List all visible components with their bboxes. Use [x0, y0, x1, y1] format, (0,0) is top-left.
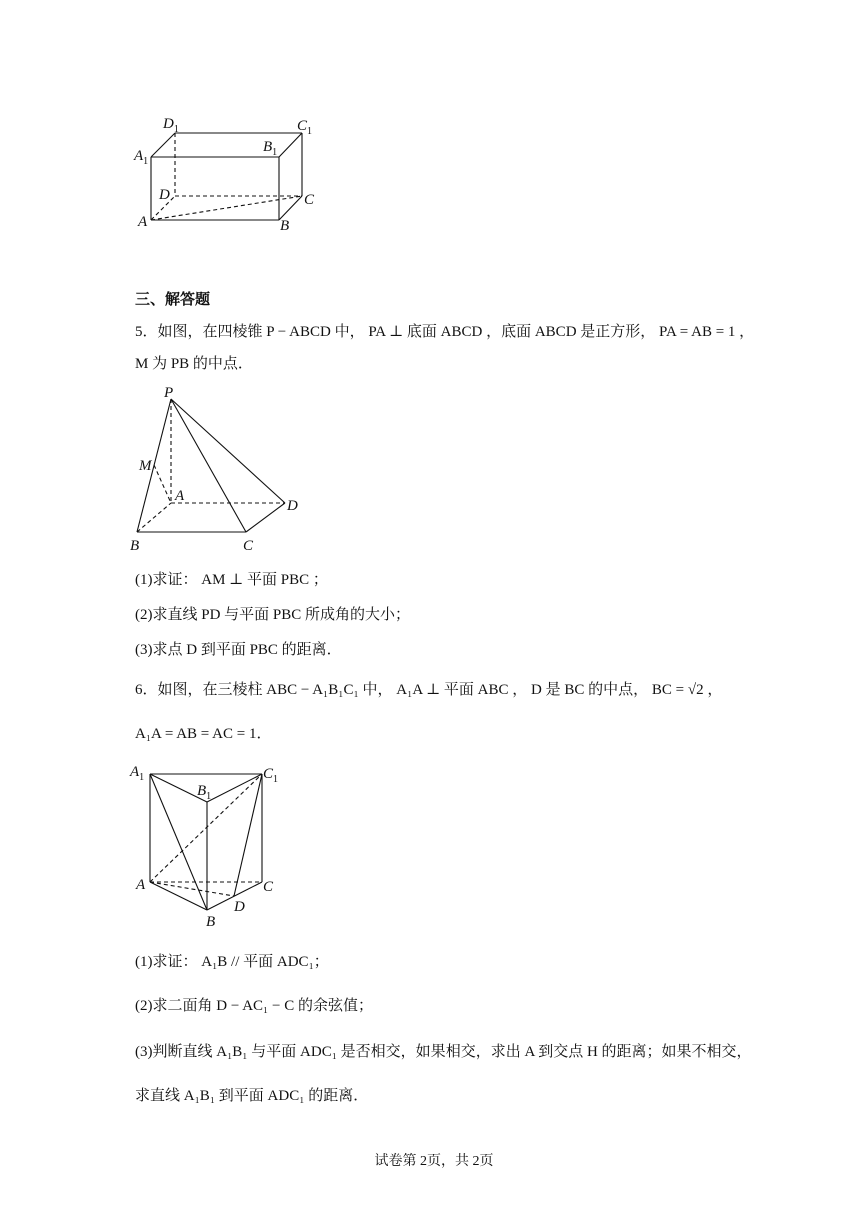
label-C: C [304, 192, 315, 208]
q5-part2: (2)求直线 PD 与平面 PBC 所成角的大小； [135, 607, 411, 623]
label-A1: $A_1$ [134, 148, 149, 167]
q6-part3-line2: 求直线 A₁B₁ 到平面 ADC₁ 的距离． [135, 1088, 369, 1104]
label-B1: $B_1$ [197, 783, 212, 802]
page-footer: 试卷第 2页，共 2页 [374, 1154, 494, 1169]
label-P: P [164, 385, 174, 401]
q6-stem-line1: 6．如图，在三棱柱 ABC − A₁B₁C₁ 中， A₁A ⊥ 平面 ABC ， D 是 BC 的中点， BC = √2 ， [135, 682, 723, 698]
q5-stem-line2: M 为 PB 的中点． [135, 356, 253, 372]
label-B1: $B_1$ [263, 139, 278, 158]
edge-B1C1 [207, 774, 262, 802]
section-title: 三、解答题 [135, 291, 211, 308]
label-M: M [139, 458, 152, 474]
label-C: C [243, 538, 254, 554]
label-A1: $A_1$ [130, 764, 145, 783]
segment-C1D [234, 774, 262, 896]
label-C1: $C_1$ [297, 118, 313, 137]
segment-AD-hidden [150, 882, 234, 896]
label-C1: $C_1$ [263, 766, 279, 785]
label-D: D [287, 498, 298, 514]
label-A: A [175, 488, 185, 504]
label-D: D [234, 899, 245, 915]
q6-part1: (1)求证： A₁B // 平面 ADC₁； [135, 954, 329, 970]
label-D: D [159, 187, 170, 203]
label-A: A [138, 214, 148, 230]
label-D1: $D_1$ [163, 116, 179, 135]
label-B: B [280, 218, 290, 234]
q5-part3: (3)求点 D 到平面 PBC 的距离． [135, 642, 342, 658]
q6-part3-line1: (3)判断直线 A₁B₁ 与平面 ADC₁ 是否相交，如果相交，求出 A 到交点 H 的距离；如果不相交， [135, 1044, 752, 1060]
label-A: A [136, 877, 146, 893]
q5-stem-line1: 5．如图，在四棱锥 P − ABCD 中， PA ⊥ 底面 ABCD ，底面 ABCD 是正方形， PA = AB = 1 ， [135, 324, 755, 340]
label-B: B [130, 538, 140, 554]
q5-part1: (1)求证： AM ⊥ 平面 PBC ； [135, 572, 328, 588]
q6-part2: (2)求二面角 D − AC₁ − C 的余弦值； [135, 998, 373, 1014]
label-C: C [263, 879, 274, 895]
label-B: B [206, 914, 216, 930]
q6-stem-line2: A₁A = AB = AC = 1． [135, 726, 272, 742]
